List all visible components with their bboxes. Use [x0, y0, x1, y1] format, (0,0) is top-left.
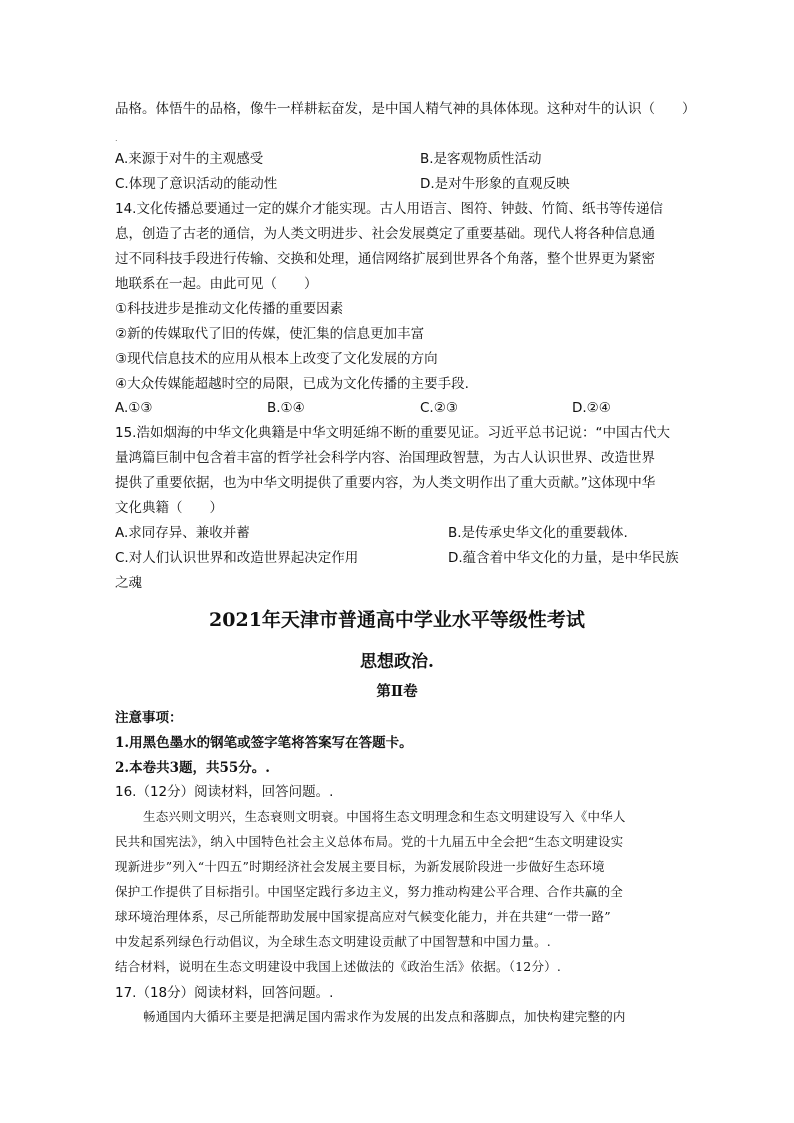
- q14-item-4: ④大众传媒能超越时空的局限，已成为文化传播的主要手段.: [115, 376, 469, 392]
- exam-title: 2021年天津市普通高中学业水平等级性考试: [209, 609, 585, 631]
- q14-line-1: 14.文化传播总要通过一定的媒介才能实现。古人用语言、图符、钟鼓、竹简、纸书等传递信: [115, 201, 663, 217]
- q13-stem-tail: 品格。体悟牛的品格，像牛一样耕耘奋发，是中国人精气神的具体体现。这种对牛的认识（ ）: [115, 101, 696, 117]
- q17-material-1: 畅通国内大循环主要是把满足国内需求作为发展的出发点和落脚点，加快构建完整的内: [143, 1009, 626, 1024]
- q16-question: 结合材料，说明在生态文明建设中我国上述做法的《政治生活》依据。（12分）.: [115, 959, 562, 974]
- exam-volume: 第Ⅱ卷: [376, 683, 418, 700]
- q15-option-a: A.求同存异、兼收并蓄: [115, 525, 250, 541]
- exam-subject: 思想政治.: [360, 652, 434, 672]
- q16-material-3: 现新进步”列入“十四五”时期经济社会发展主要目标，为新发展阶段进一步做好生态环境: [115, 859, 605, 874]
- q17-header: 17.（18分）阅读材料，回答问题。.: [115, 985, 334, 1001]
- q14-option-b: B.①④: [267, 400, 305, 416]
- q14-item-2: ②新的传媒取代了旧的传媒，使汇集的信息更加丰富: [115, 326, 425, 342]
- notice-item-2: 2.本卷共3题，共55分。.: [115, 760, 270, 776]
- q15-option-b: B.是传承史华文化的重要载体.: [448, 525, 628, 541]
- q13-option-b: B.是客观物质性活动: [420, 151, 542, 167]
- q16-header: 16.（12分）阅读材料，回答问题。.: [115, 784, 334, 800]
- q14-item-3: ③现代信息技术的应用从根本上改变了文化发展的方向: [115, 351, 438, 367]
- q15-option-c: C.对人们认识世界和改造世界起决定作用: [115, 550, 359, 566]
- q15-option-d-continued: 之魂: [115, 575, 142, 591]
- q15-line-1: 15.浩如烟海的中华文化典籍是中华文明延绵不断的重要见证。习近平总书记说：“中国古代大: [115, 425, 670, 441]
- q15-line-2: 量鸿篇巨制中包含着丰富的哲学社会科学内容、治国理政智慧，为古人认识世界、改造世界: [115, 450, 655, 466]
- notice-item-1: 1.用黑色墨水的钢笔或签字笔将答案写在答题卡。: [115, 735, 413, 751]
- q13-option-c: C.体现了意识活动的能动性: [115, 176, 278, 192]
- q14-line-2: 息，创造了古老的通信，为人类文明进步、社会发展奠定了重要基础。现代人将各种信息通: [115, 226, 655, 242]
- q14-option-a: A.①③: [115, 400, 153, 416]
- notice-title: 注意事项：: [115, 710, 183, 726]
- q15-option-d: D.蕴含着中华文化的力量，是中华民族: [448, 550, 679, 566]
- q14-line-3: 过不同科技手段进行传输、交换和处理，通信网络扩展到世界各个角落，整个世界更为紧密: [115, 251, 655, 267]
- q16-material-1: 生态兴则文明兴，生态衰则文明衰。中国将生态文明理念和生态文明建设写入《中华人: [143, 809, 626, 824]
- q13-option-a: A.来源于对牛的主观感受: [115, 151, 264, 167]
- q13-option-d: D.是对牛形象的直观反映: [420, 176, 570, 192]
- q14-option-c: C.②③: [420, 400, 458, 416]
- q14-line-4: 地联系在一起。由此可见（ ）: [115, 276, 318, 292]
- q15-line-3: 提供了重要依据，也为中华文明提供了重要内容，为人类文明作出了重大贡献。”这体现中华: [115, 475, 656, 491]
- q15-line-4: 文化典籍（ ）: [115, 500, 223, 516]
- q16-material-5: 球环境治理体系，尽己所能帮助发展中国家提高应对气候变化能力，并在共建“一带一路”: [115, 909, 611, 924]
- q16-material-6: 中发起系列绿色行动倡议，为全球生态文明建设贡献了中国智慧和中国力量。.: [115, 934, 551, 949]
- stray-mark: .: [115, 134, 118, 143]
- q16-material-2: 民共和国宪法》，纳入中国特色社会主义总体布局。党的十九届五中全会把“生态文明建设实: [115, 834, 624, 849]
- q14-item-1: ①科技进步是推动文化传播的重要因素: [115, 301, 344, 317]
- q14-option-d: D.②④: [572, 400, 611, 416]
- q16-material-4: 保护工作提供了目标指引。中国坚定践行多边主义，努力推动构建公平合理、合作共赢的全: [115, 884, 624, 899]
